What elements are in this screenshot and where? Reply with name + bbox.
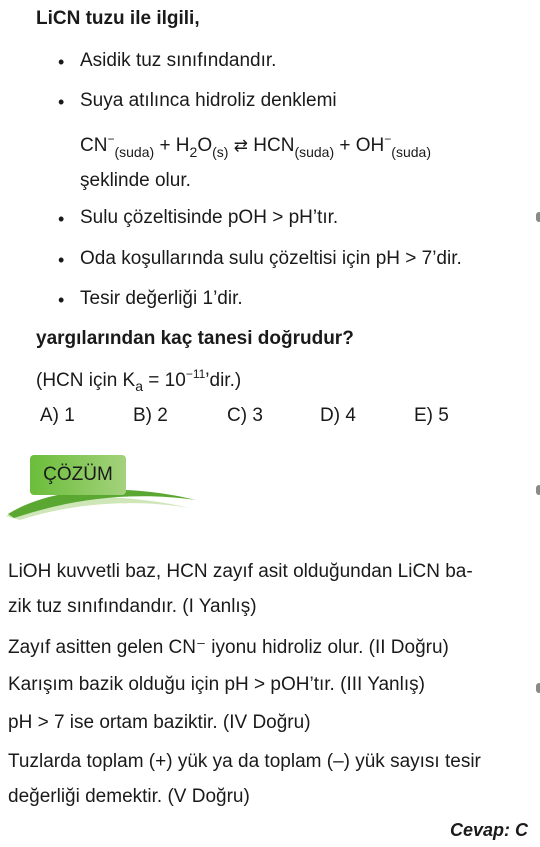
question-prompt: yargılarından kaç tanesi doğrudur?: [36, 328, 354, 349]
answer-label: Cevap: C: [449, 820, 528, 840]
choice-e[interactable]: E) 5: [414, 405, 449, 426]
statement-4: Oda koşullarında sulu çözeltisi için pH > 7’dir.: [80, 248, 462, 269]
edge-dot-icon: [536, 212, 540, 222]
choice-b[interactable]: B) 2: [133, 405, 168, 426]
ka-note: (HCN için $K_a$ = $10^{-11}’dir$.): [36, 367, 242, 394]
solution-line-6: Tuzlarda toplam (+) yük ya da toplam (–) yük sayısı tesir: [8, 751, 481, 772]
solution-line-2: zik tuz sınıfındandır. (I Yanlış): [8, 596, 257, 617]
bullet-icon: •: [58, 250, 65, 270]
bullet-icon: •: [58, 209, 65, 229]
statement-2: Suya atılınca hidroliz denklemi: [80, 90, 337, 111]
equilibrium-arrow-icon: ⇄: [233, 136, 248, 155]
solution-line-5: pH > 7 ise ortam baziktir. (IV Doğru): [8, 712, 311, 733]
choice-a[interactable]: A) 1: [40, 405, 75, 426]
solution-line-7: değerliği demektir. (V Doğru): [8, 786, 250, 807]
statement-5: Tesir değerliği 1’dir.: [80, 288, 243, 309]
bullet-icon: •: [58, 290, 65, 310]
edge-dot-icon: [536, 683, 540, 693]
choice-c[interactable]: C) 3: [227, 405, 263, 426]
statement-1: Asidik tuz sınıfındandır.: [80, 50, 277, 71]
solution-line-4: Karışım bazik olduğu için pH > pOH’tır. (III Yanlış): [8, 674, 425, 695]
edge-dot-icon: [536, 485, 540, 495]
statement-3: Sulu çözeltisinde pOH > pH’tır.: [80, 207, 339, 228]
question-title: LiCN tuzu ile ilgili,: [36, 8, 200, 29]
solution-label: ÇÖZÜM: [30, 455, 126, 495]
equation-suffix: şeklinde olur.: [80, 170, 191, 191]
solution-line-3: Zayıf asitten gelen CN⁻ iyonu hidroliz olur. (II Doğru): [8, 637, 449, 658]
choice-d[interactable]: D) 4: [320, 405, 356, 426]
solution-line-1: LiOH kuvvetli baz, HCN zayıf asit olduğundan LiCN ba-: [8, 561, 473, 582]
bullet-icon: •: [58, 52, 65, 72]
bullet-icon: •: [58, 92, 65, 112]
hydrolysis-equation: $CN^-_{(suda)} + H_2O_{(s)}$ ⇄ $HCN_{(suda)} + OH^-_{(suda)}$: [80, 132, 431, 160]
